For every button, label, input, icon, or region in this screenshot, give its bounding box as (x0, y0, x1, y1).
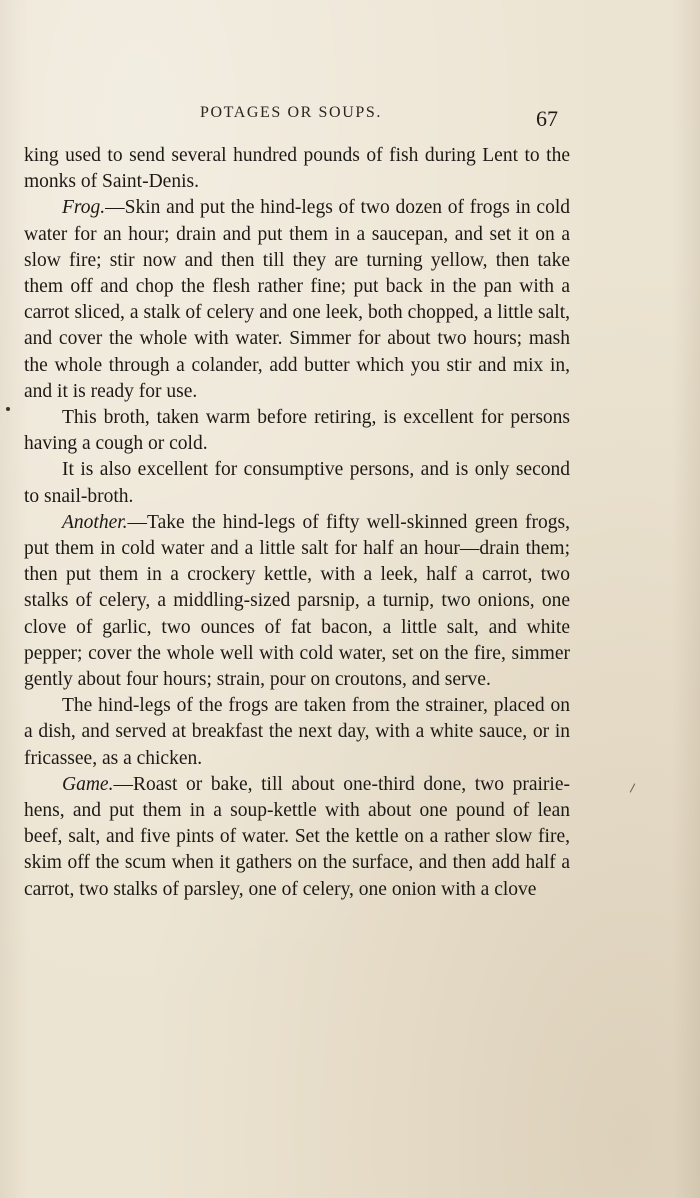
body-text (24, 143, 570, 903)
paragraph-another (24, 510, 570, 693)
running-head: POTAGES OR SOUPS. (200, 104, 382, 121)
paragraph-frog (24, 195, 570, 405)
margin-mark (6, 407, 10, 411)
paragraph-text: —Take the hind-legs of fifty well-skinned green frogs, put them in cold water and a little salt for half an hour—drain them; then put them in a crockery kettle, with a leek, half a carrot, two stalks of celery, a middling-sized parsnip, a turnip, two onions, one clove of garlic, two ounces of fat bacon, a little salt, and white pepper; cover the whole well with cold water, set on the fire, simmer gently about four hours; strain, pour on croutons, and serve. (24, 511, 570, 691)
paragraph-text: —Skin and put the hind-legs of two dozen of frogs in cold water for an hour; drain and put them in a saucepan, and set it on a slow fire; stir now and then till they are turning yellow, then take them off and chop the flesh rather fine; put back in the pan with a carrot sliced, a stalk of celery and one leek, both chopped, a little salt, and cover the whole with water. Simmer for about two hours; mash the whole through a colander, add butter which you stir and mix in, and it is ready for use. (24, 197, 570, 402)
paragraph-lead: Frog. (62, 197, 106, 219)
paragraph-text: This broth, taken warm before retiring, is excellent for persons having a cough or cold. (24, 407, 570, 455)
paragraph-broth-note (24, 405, 570, 457)
margin-tick (630, 783, 636, 792)
paragraph-lead: Game. (62, 773, 114, 795)
page-number: 67 (536, 106, 558, 131)
paragraph-consumptive-note (24, 457, 570, 509)
paragraph-continuation (24, 143, 570, 195)
paragraph-text: —Roast or bake, till about one-third done, two prairie-hens, and put them in a soup-kettle with about one pound of lean beef, salt, and five pints of water. Set the kettle on a rather slow fire, skim off the scum when it gathers on the surface, and then add half a carrot, two stalks of parsley, one of celery, one onion with a clove (24, 773, 570, 900)
paragraph-text: It is also excellent for consumptive persons, and is only second to snail-broth. (24, 459, 570, 507)
paragraph-game (24, 772, 570, 903)
paragraph-text: king used to send several hundred pounds of fish during Lent to the monks of Saint-Denis. (24, 145, 570, 193)
paragraph-lead: Another. (62, 511, 128, 533)
paragraph-text: The hind-legs of the frogs are taken from the strainer, placed on a dish, and served at breakfast the next day, with a white sauce, or in fricassee, as a chicken. (24, 695, 570, 769)
paragraph-hind-legs (24, 693, 570, 772)
